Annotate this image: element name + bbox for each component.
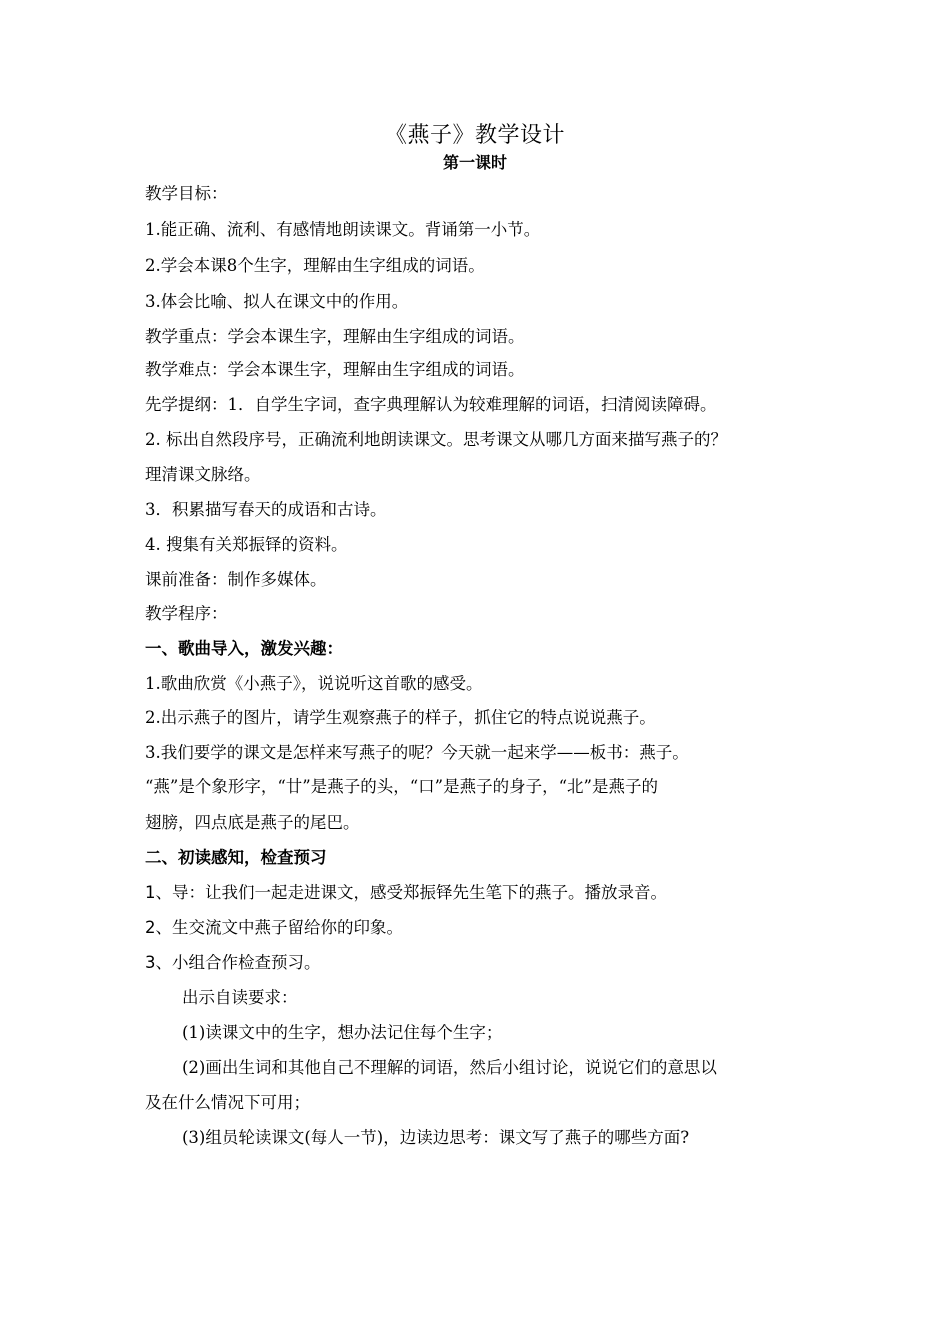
requirement-item: (3)组员轮读课文(每人一节)，边读边思考：课文写了燕子的哪些方面? <box>182 1128 690 1147</box>
document-subtitle: 第一课时 <box>442 153 507 172</box>
section-heading: 二、初读感知，检查预习 <box>145 848 327 867</box>
goal-item: 1.能正确、流利、有感情地朗读课文。背诵第一小节。 <box>145 220 541 239</box>
procedure-item: 3、小组合作检查预习。 <box>145 953 321 972</box>
preview-item: 2. 标出自然段序号，正确流利地朗读课文。思考课文从哪几方面来描写燕子的？ <box>145 430 727 449</box>
self-reading-requirements: 出示自读要求： <box>182 988 298 1007</box>
goal-item: 3.体会比喻、拟人在课文中的作用。 <box>145 292 409 311</box>
preview-outline: 先学提纲：1．自学生字词，查字典理解认为较难理解的词语，扫清阅读障碍。 <box>145 395 717 414</box>
class-preparation: 课前准备：制作多媒体。 <box>145 570 327 589</box>
teaching-goals-heading: 教学目标： <box>145 184 228 203</box>
requirement-item: (2)画出生词和其他自己不理解的词语，然后小组讨论，说说它们的意思以 <box>182 1058 717 1077</box>
character-explanation: “燕”是个象形字，“廿”是燕子的头，“口”是燕子的身子，“北”是燕子的 <box>145 777 658 796</box>
character-explanation-continued: 翅膀，四点底是燕子的尾巴。 <box>145 813 360 832</box>
procedure-item: 2、生交流文中燕子留给你的印象。 <box>145 918 403 937</box>
procedure-item: 3.我们要学的课文是怎样来写燕子的呢？今天就一起来学——板书：燕子。 <box>145 743 689 762</box>
preview-item-continued: 理清课文脉络。 <box>145 465 261 484</box>
document-title: 《燕子》教学设计 <box>384 123 565 148</box>
difficult-points: 教学难点：学会本课生字，理解由生字组成的词语。 <box>145 360 525 379</box>
requirement-item-continued: 及在什么情况下可用； <box>145 1093 310 1112</box>
section-heading: 一、歌曲导入，激发兴趣： <box>145 639 343 658</box>
teaching-procedure-heading: 教学程序： <box>145 604 228 623</box>
procedure-item: 1.歌曲欣赏《小燕子》，说说听这首歌的感受。 <box>145 674 483 693</box>
procedure-item: 2.出示燕子的图片，请学生观察燕子的样子，抓住它的特点说说燕子。 <box>145 708 656 727</box>
procedure-item: 1、导：让我们一起走进课文，感受郑振铎先生笔下的燕子。播放录音。 <box>145 883 667 902</box>
preview-item: 4. 搜集有关郑振铎的资料。 <box>145 535 348 554</box>
goal-item: 2.学会本课8个生字，理解由生字组成的词语。 <box>145 256 485 275</box>
requirement-item: (1)读课文中的生字，想办法记住每个生字； <box>182 1023 503 1042</box>
key-points: 教学重点：学会本课生字，理解由生字组成的词语。 <box>145 327 525 346</box>
preview-item: 3．积累描写春天的成语和古诗。 <box>145 500 387 519</box>
